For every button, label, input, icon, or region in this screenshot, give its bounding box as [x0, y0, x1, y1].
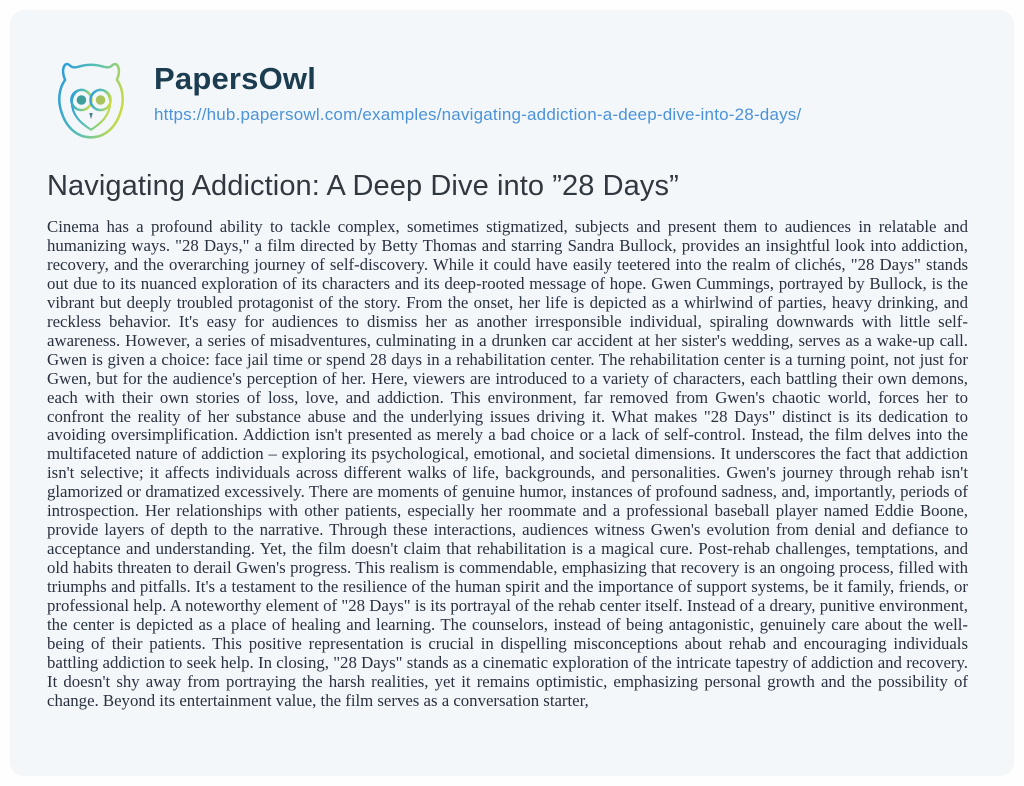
header: [10, 10, 1014, 146]
owl-logo-icon: [45, 54, 137, 146]
header-text: [154, 54, 801, 125]
brand-title: PapersOwl: [154, 61, 317, 96]
article-url-link[interactable]: https://hub.papersowl.com/examples/navigating-addiction-a-deep-dive-into-28-days/: [154, 105, 802, 125]
page-card: [10, 10, 1014, 776]
article-body: Cinema has a profound ability to tackle complex, sometimes stigmatized, subjects and present them to audiences in relatable and humanizing ways. "28 Days," a film directed by Betty Thomas and starring Sandra Bullock, provides an insightful look into addiction, recovery, and the overarching journey of self-discovery. While it could have easily teetered into the realm of clichés, "28 Days" stands out due to its nuanced exploration of its characters and its deep-rooted message of hope. Gwen Cummings, portrayed by Bullock, is the vibrant but deeply troubled protagonist of the story. From the onset, her life is depicted as a whirlwind of parties, heavy drinking, and reckless behavior. It's easy for audiences to dismiss her as another irresponsible individual, spiraling downwards with little self-awareness. However, a series of misadventures, culminating in a drunken car accident at her sister's wedding, serves as a wake-up call. Gwen is given a choice: face jail time or spend 28 days in a rehabilitation center. The rehabilitation center is a turning point, not just for Gwen, but for the audience's perception of her. Here, viewers are introduced to a variety of characters, each battling their own demons, each with their own stories of loss, love, and addiction. This environment, far removed from Gwen's chaotic world, forces her to confront the reality of her substance abuse and the underlying issues driving it. What makes "28 Days" distinct is its dedication to avoiding oversimplification. Addiction isn't presented as merely a bad choice or a lack of self-control. Instead, the film delves into the multifaceted nature of addiction – exploring its psychological, emotional, and societal dimensions. It underscores the fact that addiction isn't selective; it affects individuals across different walks of life, backgrounds, and personalities. Gwen's journey through rehab isn't glamorized or dramatized excessively. There are moments of genuine humor, instances of profound sadness, and, importantly, periods of introspection. Her relationships with other patients, especially her roommate and a professional baseball player named Eddie Boone, provide layers of depth to the narrative. Through these interactions, audiences witness Gwen's evolution from denial and defiance to acceptance and understanding. Yet, the film doesn't claim that rehabilitation is a magical cure. Post-rehab challenges, temptations, and old habits threaten to derail Gwen's progress. This realism is commendable, emphasizing that recovery is an ongoing process, filled with triumphs and pitfalls. It's a testament to the resilience of the human spirit and the importance of support systems, be it family, friends, or professional help. A noteworthy element of "28 Days" is its portrayal of the rehab center itself. Instead of a dreary, punitive environment, the center is depicted as a place of healing and learning. The counselors, instead of being antagonistic, genuinely care about the well-being of their patients. This positive representation is crucial in dispelling misconceptions about rehab and encouraging individuals battling addiction to seek help. In closing, "28 Days" stands as a cinematic exploration of the intricate tapestry of addiction and recovery. It doesn't shy away from portraying the harsh realities, yet it remains optimistic, emphasizing personal growth and the possibility of change. Beyond its entertainment value, the film serves as a conversation starter,: [47, 217, 968, 710]
article-title: Navigating Addiction: A Deep Dive into ”28 Days”: [47, 170, 679, 202]
